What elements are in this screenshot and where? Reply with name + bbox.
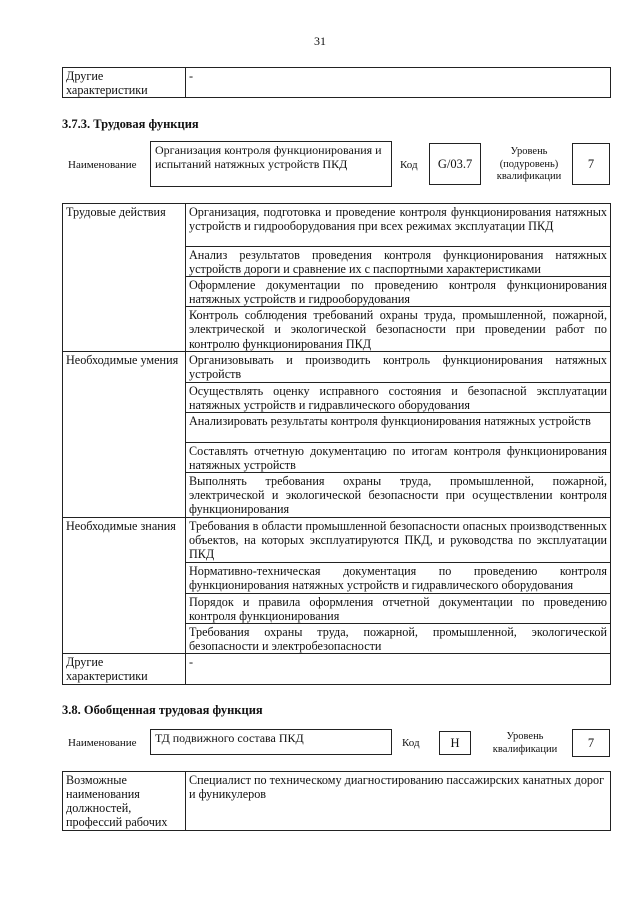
code-label-373: Код [400,159,418,171]
required-skills-label: Необходимые умения [63,352,186,518]
name-box-38: ТД подвижного состава ПКД [150,729,392,755]
code-box-373: G/03.7 [429,143,481,185]
possible-names-label: Возможные наименования должностей, профессий рабочих [63,772,186,831]
level-box-38: 7 [572,729,610,757]
required-knowledge-label: Необходимые знания [63,517,186,653]
skill-item: Выполнять требования охраны труда, промышленной, пожарной, электрической и экологической безопасности при осуществлении контроля функционирования [186,472,611,517]
labor-action-item: Оформление документации по проведению контроля функционирования натяжных устройств и гидрооборудования [186,277,611,307]
function-table [62,203,611,685]
other-value: - [186,68,611,98]
code-label-38: Код [402,737,420,749]
skill-item: Анализировать результаты контроля функционирования натяжных устройств [186,412,611,442]
level-box-373: 7 [572,143,610,185]
skill-item: Организовывать и производить контроль функционирования натяжных устройств [186,352,611,382]
level-label-38: Уровень квалификации [492,731,558,755]
bottom-other-label: Другие характеристики [63,654,186,684]
knowledge-item: Нормативно-техническая документация по проведению контроля функционирования натяжных устройств и гидравлического оборудования [186,562,611,593]
labor-action-item: Анализ результатов проведения контроля функционирования натяжных устройств дороги и сравнение их с паспортными характеристиками [186,247,611,277]
skill-item: Составлять отчетную документацию по итогам контроля функционирования натяжных устройств [186,442,611,472]
labor-action-item: Контроль соблюдения требований охраны труда, промышленной, пожарной, электрической и экологической безопасности при проведении работ по контролю функционирования ПКД [186,307,611,352]
possible-names-table [62,771,611,831]
possible-names-value: Специалист по техническому диагностированию пассажирских канатных дорог и фуникулеров [186,772,611,831]
page-number: 31 [314,34,326,48]
skill-item: Осуществлять оценку исправного состояния и безопасной эксплуатации натяжных устройств и гидравлического оборудования [186,382,611,412]
level-label-373: Уровень (подуровень) квалификации [496,146,562,182]
labor-action-item: Организация, подготовка и проведение контроля функционирования натяжных устройств и гидрооборудования при всех режимах эксплуатации ПКД [186,204,611,247]
name-label-373: Наименование [68,159,137,171]
section-title-373: 3.7.3. Трудовая функция [62,117,199,131]
knowledge-item: Требования охраны труда, пожарной, промышленной, экологической безопасности и электробезопасности [186,624,611,654]
top-other-table [62,67,611,98]
labor-actions-label: Трудовые действия [63,204,186,352]
section-title-38: 3.8. Обобщенная трудовая функция [62,703,263,717]
name-label-38: Наименование [68,737,137,749]
name-box-373: Организация контроля функционирования и испытаний натяжных устройств ПКД [150,141,392,187]
knowledge-item: Требования в области промышленной безопасности опасных производственных объектов, на которых эксплуатируются ПКД, и руководства по эксплуатации ПКД [186,517,611,562]
code-box-38: Н [439,731,471,755]
other-label: Другие характеристики [63,68,186,98]
knowledge-item: Порядок и правила оформления отчетной документации по проведению контроля функционирования [186,593,611,623]
bottom-other-value: - [186,654,611,684]
